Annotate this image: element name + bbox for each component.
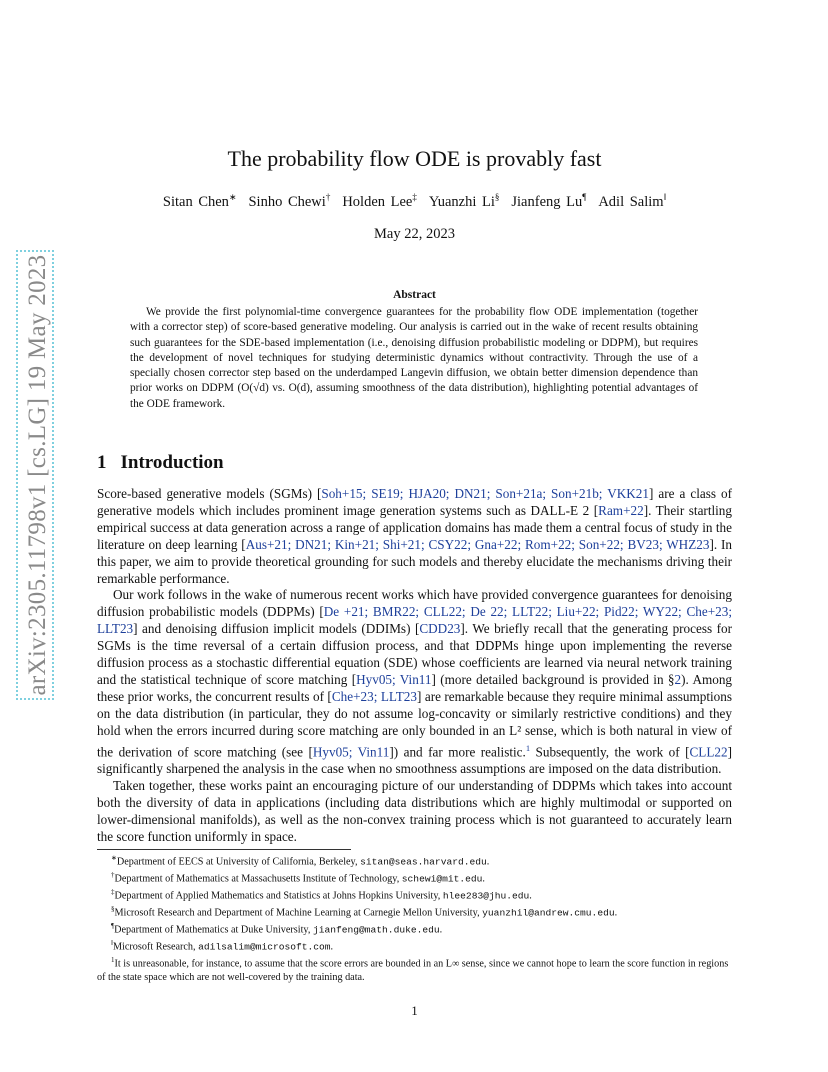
footnote-mark: ¶: [111, 921, 115, 930]
footnote: [97, 886, 732, 903]
author-affiliation-mark[interactable]: ‖: [663, 192, 667, 202]
body-text: ] are remarkable because they require minimal assumptions on the data distribution (in particular, they do not assume log-concavity or similarly restrictive conditions) and they hold when the errors incurred during score matching are only bounded in an L² sense, which is both natural in view of the derivation of score matching (see [: [97, 688, 732, 759]
author-name: Sinho Chewi†: [248, 192, 331, 210]
footnote-email[interactable]: schewi@mit.edu: [401, 873, 483, 885]
author-name: Yuanzhi Li§: [428, 192, 500, 210]
footnote-mark: ‡: [111, 887, 115, 896]
footnote-end: .: [439, 924, 443, 936]
introduction-body: [97, 486, 732, 845]
author-affiliation-mark[interactable]: §: [494, 192, 500, 202]
author-list: [97, 192, 732, 211]
footnote-mark: §: [111, 904, 115, 913]
footnote-end: .: [482, 873, 485, 885]
publication-date: May 22, 2023: [374, 226, 455, 242]
body-paragraph: [97, 778, 732, 846]
page-number: 1: [411, 1003, 418, 1018]
citation-link[interactable]: 2: [674, 671, 682, 687]
footnote: [97, 954, 732, 985]
footnote: [97, 869, 732, 886]
footnote-end: .: [529, 890, 532, 902]
footnote-text: Microsoft Research,: [112, 941, 199, 953]
arxiv-identifier[interactable]: arXiv:2305.11798v1 [cs.LG] 19 May 2023: [24, 254, 51, 696]
footnote-email[interactable]: adilsalim@microsoft.com: [198, 941, 331, 953]
footnote-email[interactable]: hlee283@jhu.edu: [442, 890, 530, 902]
section-heading: [97, 452, 224, 474]
body-text: ] (more detailed background is provided in §: [431, 671, 675, 687]
body-text: ] are a class of generative models which includes prominent image generation systems such as DALL-E 2 [: [97, 486, 732, 518]
author-name: Sitan Chen∗: [162, 192, 237, 210]
footnote: [97, 903, 732, 920]
footnote-mark: ‖: [111, 938, 113, 947]
body-text: ] significantly sharpened the analysis in the case when no smoothness assumptions are imposed on the data distribution.: [97, 743, 732, 776]
author-affiliation-mark[interactable]: ¶: [582, 192, 587, 202]
footnote-text: Microsoft Research and Department of Machine Learning at Carnegie Mellon University,: [114, 907, 483, 919]
citation-link[interactable]: CDD23: [419, 621, 461, 637]
footnote-email[interactable]: sitan@seas.harvard.edu: [360, 856, 487, 868]
author-name: Jianfeng Lu¶: [511, 192, 587, 210]
footnote-text: Department of Applied Mathematics and Statistics at Johns Hopkins University,: [114, 890, 443, 902]
section-number: 1: [97, 452, 107, 473]
footnote-mark: 1: [111, 955, 115, 964]
author-affiliation-mark[interactable]: ∗: [228, 192, 237, 202]
body-text: ]. Their startling empirical success at data generation across a range of application domains has made them a central focus of study in the literature on deep learning [: [97, 502, 732, 552]
footnote-link[interactable]: 1: [525, 742, 531, 753]
citation-link[interactable]: Hyv05; Vin11: [312, 743, 390, 759]
author-affiliation-mark[interactable]: †: [325, 192, 331, 202]
footnote-email[interactable]: jianfeng@math.duke.edu: [312, 924, 440, 936]
footnote-text: Department of EECS at University of California, Berkeley,: [116, 856, 361, 868]
footnote: [97, 937, 732, 954]
body-text: ]. In this paper, we aim to provide theoretical grounding for such models and thereby elucidate the mechanisms driving their remarkable performance.: [97, 536, 732, 586]
citation-link[interactable]: Soh+15; SE19; HJA20; DN21; Son+21a; Son+21b; VKK21: [321, 486, 649, 501]
body-paragraph: [97, 486, 732, 587]
footnote: [97, 852, 732, 869]
body-text: ]) and far more realistic.: [389, 743, 526, 759]
footnote-end: .: [614, 907, 618, 919]
body-text: Score-based generative models (SGMs) [: [97, 486, 322, 501]
citation-link[interactable]: Aus+21; DN21; Kin+21; Shi+21; CSY22; Gna+22; Rom+22; Son+22; BV23; WHZ23: [245, 536, 710, 552]
abstract-heading: Abstract: [393, 289, 436, 301]
section-title: Introduction: [120, 452, 224, 473]
body-text: ] and denoising diffusion implicit models (DDIMs) [: [133, 621, 420, 637]
footnote-mark: ∗: [111, 854, 117, 862]
footnote-text: It is unreasonable, for instance, to assume that the score errors are bounded in an L∞ sense, since we cannot hope to learn the score function in regions of the state space which are not well-covered by the training data.: [97, 958, 729, 983]
author-name: Holden Lee‡: [342, 192, 417, 210]
author-affiliation-mark[interactable]: ‡: [412, 192, 417, 202]
body-text: ). Among these prior works, the concurrent results of [: [97, 671, 733, 704]
citation-link[interactable]: Che+23; LLT23: [331, 688, 417, 704]
footnote-mark: †: [111, 870, 115, 879]
footnote-divider: [97, 849, 351, 850]
citation-link[interactable]: De +21; BMR22; CLL22; De 22; LLT22; Liu+22; Pid22; WY22; Che+23; LLT23: [97, 604, 732, 637]
body-text: Our work follows in the wake of numerous recent works which have provided convergence guarantees for denoising diffusion probabilistic models (DDPMs) [: [97, 587, 732, 620]
body-text: Subsequently, the work of [: [530, 743, 690, 759]
paper-title: The probability flow ODE is provably fast: [227, 146, 602, 171]
footnote-end: .: [330, 941, 334, 953]
citation-link[interactable]: Ram+22: [598, 502, 644, 518]
author-name: Adil Salim‖: [598, 192, 667, 210]
footnote-text: Department of Mathematics at Duke University,: [114, 924, 313, 936]
footnote-text: Department of Mathematics at Massachusetts Institute of Technology,: [114, 873, 402, 885]
body-paragraph: [97, 587, 732, 777]
abstract-text: We provide the first polynomial-time convergence guarantees for the probability flow ODE implementation (together with a corrector step) of score-based generative modeling. Our analysis is carried out in the wake of recent results obtaining such guarantees for the SDE-based implementation (i.e., denoising diffusion probabilistic modeling or DDPM), but requires the development of novel techniques for studying deterministic dynamics without contractivity. Through the use of a specially chosen corrector step based on the underdamped Langevin diffusion, we obtain better dimension dependence than prior works on DDPM (O(√d) vs. O(d), assuming smoothness of the data distribution), highlighting potential advantages of the ODE framework.: [130, 306, 698, 410]
footnote-end: .: [486, 856, 490, 868]
body-text: ]. We briefly recall that the generating process for SGMs is the time reversal of a certain diffusion process, and that DDPMs hinge upon implementing the reverse diffusion process as a stochastic differential equation (SDE) whose coefficients are learned via neural network training and the statistical technique of score matching [: [97, 621, 732, 687]
footnote-email[interactable]: yuanzhil@andrew.cmu.edu: [482, 907, 615, 919]
footnote: [97, 920, 732, 937]
footnotes: [97, 852, 732, 984]
body-text: Taken together, these works paint an encouraging picture of our understanding of DDPMs which takes into account both the diversity of data in applications (including data distributions which are highly multimodal or supported on lower-dimensional manifolds), as well as the non-convex training process which is not guaranteed to accurately learn the score function uniformly in space.: [97, 777, 732, 844]
citation-link[interactable]: CLL22: [689, 743, 728, 759]
citation-link[interactable]: Hyv05; Vin11: [356, 671, 432, 687]
